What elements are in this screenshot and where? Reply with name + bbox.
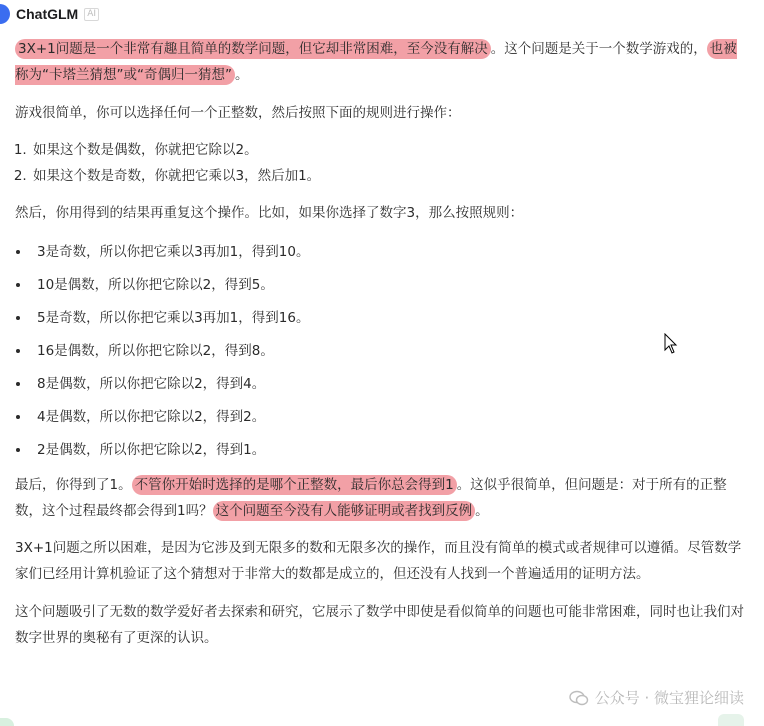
intro-text: 。这个问题是关于一个数学游戏的， (490, 41, 707, 57)
chatglm-avatar (0, 4, 10, 24)
mouse-pointer-icon (664, 333, 678, 355)
rule-item: 1. 如果这个数是偶数，你就把它除以2。 (31, 137, 750, 163)
step-item: • 8是偶数，所以你把它除以2，得到4。 (31, 371, 750, 397)
chat-header (0, 3, 99, 25)
rule-item: 2. 如果这个数是奇数，你就把它乘以3，然后加1。 (31, 163, 750, 189)
step-item: • 2是偶数，所以你把它除以2，得到1。 (31, 437, 750, 463)
assistant-name: ChatGLM (16, 6, 79, 22)
watermark-text: 公众号 · 微宝狸论细读 (594, 689, 744, 707)
paragraph-conclusion (15, 472, 750, 524)
paragraph-example-intro: 然后，你用得到的结果再重复这个操作。比如，如果你选择了数字3，那么按照规则： (15, 205, 524, 221)
intro-end: 。 (234, 67, 249, 83)
steps-list (15, 239, 750, 463)
highlight-unproven: 这个问题至今没有人能够证明或者找到反例 (213, 501, 476, 521)
conclusion-text: 最后，你得到了1。 (15, 477, 132, 493)
step-item: • 3是奇数，所以你把它乘以3再加1，得到10。 (31, 239, 750, 265)
paragraph-difficulty: 3X+1问题之所以困难，是因为它涉及到无限多的数和无限多次的操作，而且没有简单的模式或者规律可以遵循。尽管数学家们已经用计算机验证了这个猜想对于非常大的数都是成立的，但还没有人找到一个普遍适用的证明方法。 (15, 540, 742, 582)
step-item: • 16是偶数，所以你把它除以2，得到8。 (31, 338, 750, 364)
rules-list (15, 137, 750, 189)
highlight-intro: 3X+1问题是一个非常有趣且简单的数学问题，但它却非常困难，至今没有解决 (15, 39, 491, 59)
paragraph-intro (15, 36, 750, 88)
ai-badge: AI (84, 8, 99, 21)
step-item: • 4是偶数，所以你把它除以2，得到2。 (31, 404, 750, 430)
conclusion-question: 。这似乎很简单，但问题是：对于所有的正整数，这个过程最终都会得到1吗？ (15, 477, 727, 519)
assistant-message (15, 36, 750, 651)
wechat-icon (569, 690, 589, 706)
send-button-edge[interactable] (718, 714, 744, 726)
step-item: • 10是偶数，所以你把它除以2，得到5。 (31, 272, 750, 298)
highlight-alias: 也被称为“卡塔兰猜想”或“奇偶归一猜想” (15, 41, 737, 83)
input-area-corner (0, 718, 14, 726)
paragraph-rules-intro: 游戏很简单，你可以选择任何一个正整数，然后按照下面的规则进行操作： (15, 105, 461, 121)
conclusion-end: 。 (475, 503, 489, 519)
paragraph-closing: 这个问题吸引了无数的数学爱好者去探索和研究，它展示了数学中即使是看似简单的问题也可能非常困难，同时也让我们对数字世界的奥秘有了更深的认识。 (15, 604, 744, 646)
watermark (569, 687, 744, 708)
highlight-always-one: 不管你开始时选择的是哪个正整数，最后你总会得到1 (132, 475, 457, 495)
step-item: • 5是奇数，所以你把它乘以3再加1，得到16。 (31, 305, 750, 331)
